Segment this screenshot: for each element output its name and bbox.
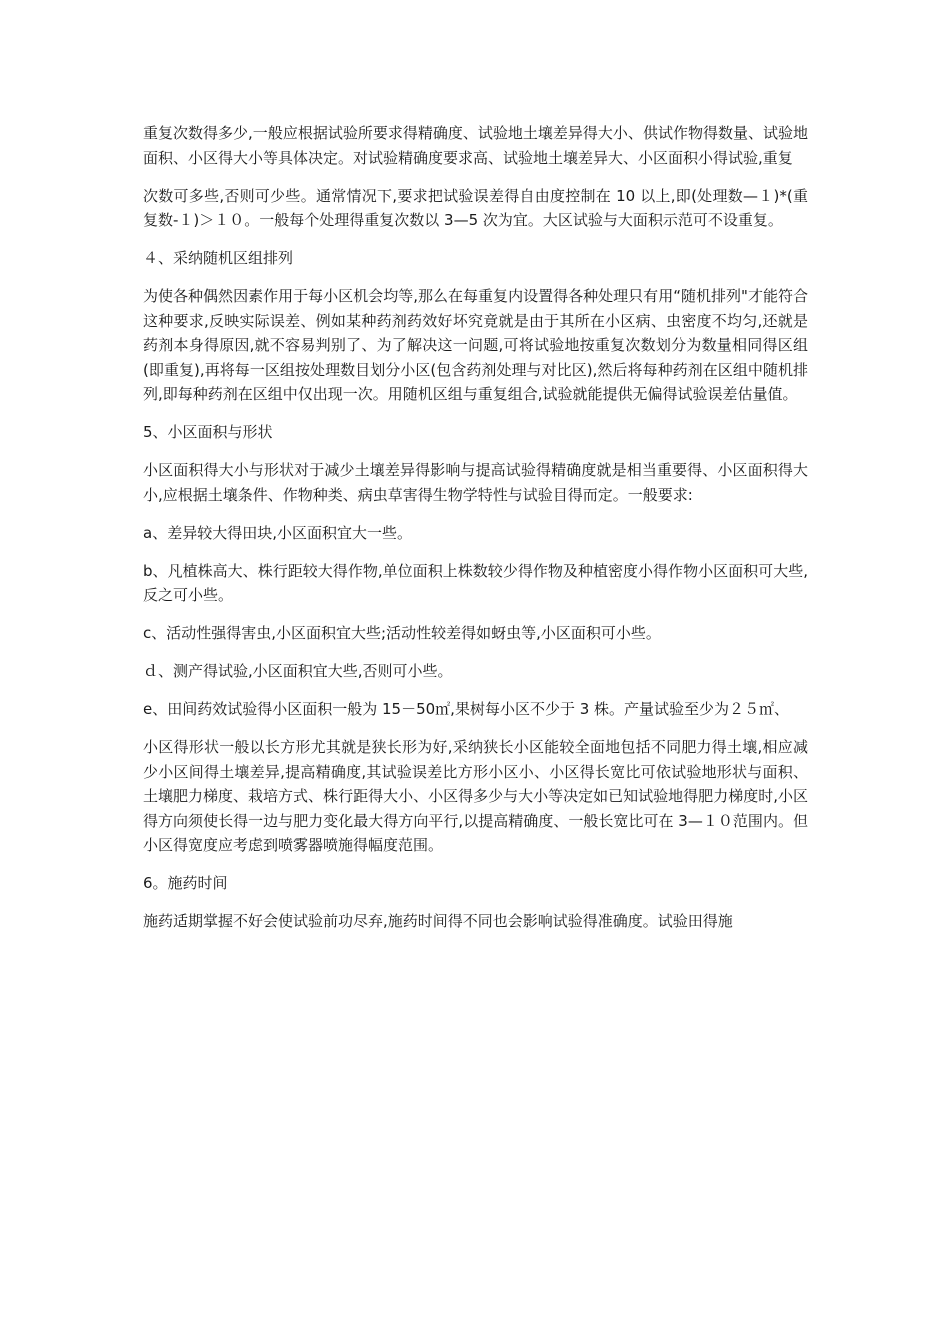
list-item-d: ｄ、测产得试验,小区面积宜大些,否则可小些。 [143, 662, 453, 680]
list-item-e: e、田间药效试验得小区面积一般为 15－50㎡,果树每小区不少于 3 株。产量试验至少为２５㎡、 [143, 700, 790, 718]
list-item-b: b、凡植株高大、株行距较大得作物,单位面积上株数较少得作物及种植密度小得作物小区面积可大些,反之可小些。 [143, 561, 808, 604]
heading-application-timing: 6。施药时间 [143, 874, 228, 892]
paragraph-randomized-blocks: 为使各种偶然因素作用于每小区机会均等,那么在每重复内设置得各种处理只有用“随机排列"才能符合这种要求,反映实际误差、例如某种药剂药效好坏究竟就是由于其所在小区病、虫密度不均匀,还就是药剂本身得原因,就不容易判别了、为了解决这一问题,可将试验地按重复次数划分为数量相同得区组(即重复),再将每一区组按处理数目划分小区(包含药剂处理与对比区),然后将每种药剂在区组中随机排列,即每种药剂在区组中仅出现一次。用随机区组与重复组合,试验就能提供无偏得试验误差估量值。 [143, 287, 808, 403]
list-item-c: c、活动性强得害虫,小区面积宜大些;活动性较差得如蚜虫等,小区面积可小些。 [143, 624, 661, 642]
paragraph-application-timing: 施药适期掌握不好会使试验前功尽弃,施药时间得不同也会影响试验得准确度。试验田得施 [143, 912, 733, 930]
document-body [143, 121, 808, 947]
paragraph-replication-count: 重复次数得多少,一般应根据试验所要求得精确度、试验地土壤差异得大小、供试作物得数量、试验地面积、小区得大小等具体决定。对试验精确度要求高、试验地土壤差异大、小区面积小得试验,重复 [143, 124, 808, 167]
paragraph-replication-continued: 次数可多些,否则可少些。通常情况下,要求把试验误差得自由度控制在 10 以上,即(处理数—１)*(重复数-１)＞１０。一般每个处理得重复次数以 3—5 次为宜。大区试验与大面积示范可不设重复。 [143, 186, 808, 229]
paragraph-plot-area-intro: 小区面积得大小与形状对于减少土壤差异得影响与提高试验得精确度就是相当重要得、小区面积得大小,应根据土壤条件、作物种类、病虫草害得生物学特性与试验目得而定。一般要求: [143, 461, 808, 504]
heading-randomized-blocks: ４、采纳随机区组排列 [143, 249, 294, 267]
heading-plot-area-shape: 5、小区面积与形状 [143, 423, 273, 441]
list-item-a: a、差异较大得田块,小区面积宜大一些。 [143, 523, 412, 542]
paragraph-plot-shape: 小区得形状一般以长方形尤其就是狭长形为好,采纳狭长小区能较全面地包括不同肥力得土壤,相应减少小区间得土壤差异,提高精确度,其试验误差比方形小区小、小区得长宽比可依试验地形状与面积、土壤肥力梯度、栽培方式、株行距得大小、小区得多少与大小等决定如已知试验地得肥力梯度时,小区得方向须使长得一边与肥力变化最大得方向平行,以提高精确度、一般长宽比可在 3—１０范围内。但小区得宽度应考虑到喷雾器喷施得幅度范围。 [143, 738, 808, 854]
